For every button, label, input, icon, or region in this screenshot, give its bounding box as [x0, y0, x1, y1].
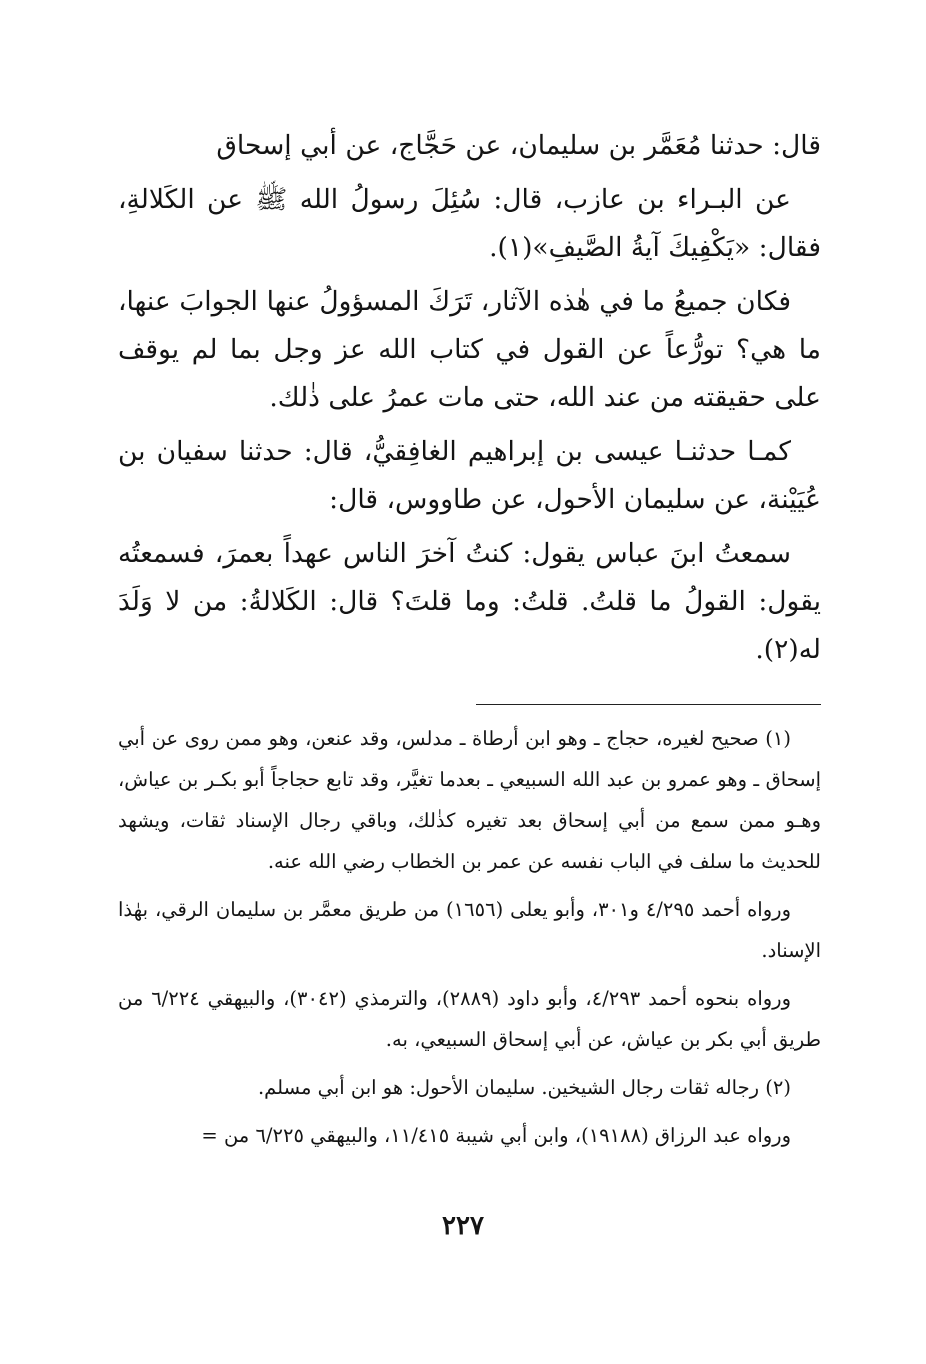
main-paragraph-1: قال: حدثنا مُعَمَّر بن سليمان، عن حَجَّاج، عن أبي إسحاق	[216, 130, 821, 161]
main-paragraph-3: فكان جميعُ ما في هٰذه الآثار، تَرَكَ المسؤولُ عنها الجوابَ عنها، ما هي؟ تورُّعاً عن القول في كتاب الله عز وجل بما لم يوقف على حقيقته من عند الله، حتى مات عمرُ على ذٰلك.	[118, 286, 821, 413]
main-paragraph-5: سمعتُ ابنَ عباس يقول: كنتُ آخرَ الناس عهداً بعمرَ، فسمعتُه يقول: القولُ ما قلتُ. قلتُ: وما قلتَ؟ قال: الكَلالةُ: من لا وَلَدَ له(٢).	[118, 538, 821, 665]
footnote-1-paragraph-3: ورواه بنحوه أحمد ٤/٢٩٣، وأبو داود (٢٨٨٩)، والترمذي (٣٠٤٢)، والبيهقي ٦/٢٢٤ من طريق أبي بكر بن عياش، عن أبي إسحاق السبيعي، به.	[118, 987, 821, 1051]
footnote-divider	[476, 704, 821, 705]
main-text	[118, 122, 821, 680]
footnote-2-paragraph-1: (٢) رجاله ثقات رجال الشيخين. سليمان الأحول: هو ابن أبي مسلم.	[257, 1076, 791, 1099]
footnote-1-paragraph-2: ورواه أحمد ٤/٢٩٥ و٣٠١، وأبو يعلى (١٦٥٦) من طريق معمَّر بن سليمان الرقي، بهٰذا الإسناد.	[118, 898, 821, 962]
footnotes	[118, 718, 821, 1163]
footnote-2-paragraph-2: ورواه عبد الرزاق (١٩١٨٨)، وابن أبي شيبة ١١/٤١٥، والبيهقي ٦/٢٢٥ من =	[201, 1124, 791, 1147]
footnote-1-paragraph-1: (١) صحيح لغيره، حجاج ـ وهو ابن أرطاة ـ مدلس، وقد عنعن، وهو ممن روى عن أبي إسحاق ـ وهو عمرو بن عبد الله السبيعي ـ بعدما تغيَّر، وقد تابع حجاجاً أبو بكـر بن عياش، وهـو ممن سمع من أبي إسحاق بعد تغيره كذٰلك، وباقي رجال الإسناد ثقات، ويشهد للحديث ما سلف في الباب نفسه عن عمر بن الخطاب رضي الله عنه.	[118, 727, 821, 873]
main-paragraph-2: عن البـراء بن عازب، قال: سُئِلَ رسولُ الله ﷺ عن الكَلالةِ، فقال: «يَكْفِيكَ آيةُ الصَّيفِ»(١).	[118, 184, 821, 263]
page-number: ٢٢٧	[442, 1211, 484, 1241]
main-paragraph-4: كمـا حدثنـا عيسى بن إبراهيم الغافِقيُّ، قال: حدثنا سفيان بن عُيَيْنة، عن سليمان الأحول، عن طاووس، قال:	[118, 436, 821, 515]
